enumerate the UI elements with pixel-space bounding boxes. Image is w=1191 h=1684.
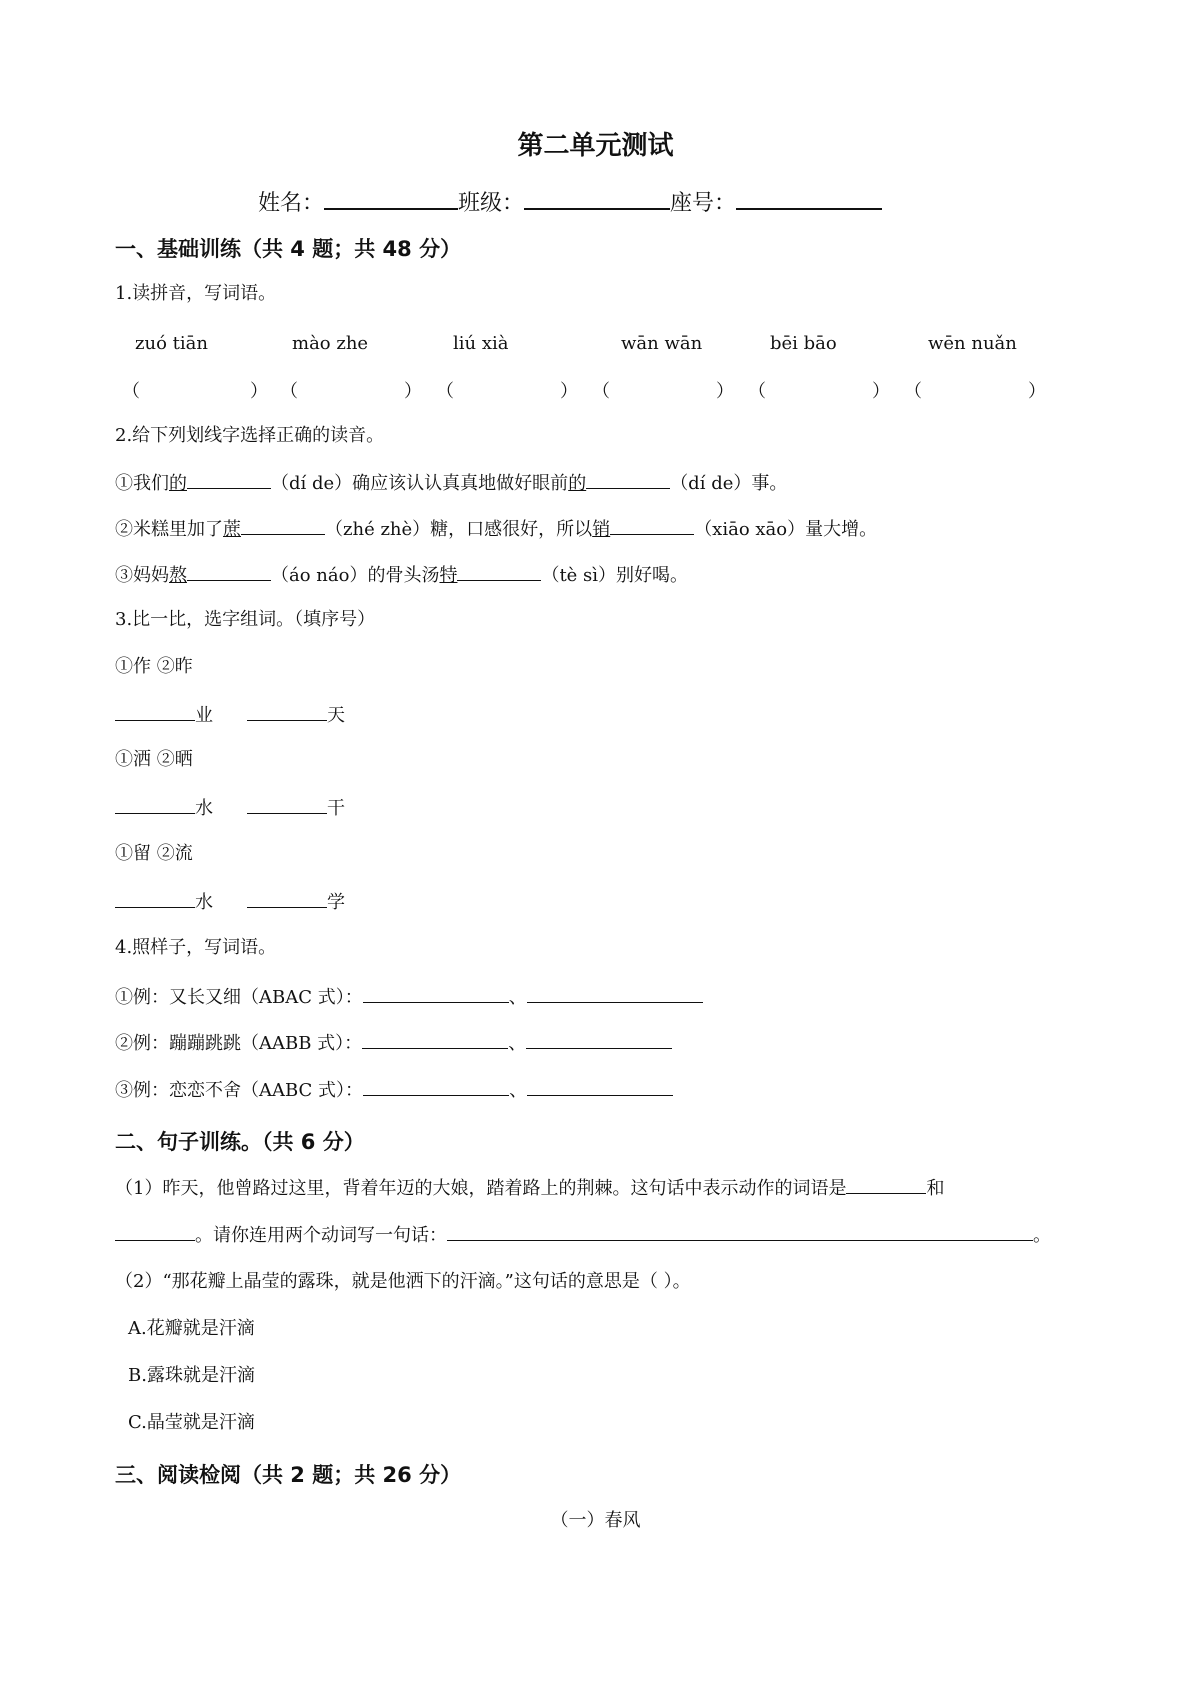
q3-blank-row [115,795,345,821]
q1-prompt: 1.读拼音，写词语。 [115,283,277,304]
q2-item-1 [115,470,787,496]
student-info-line [258,186,882,217]
answer-blank[interactable] [187,470,271,489]
paren-close: ） [716,381,734,402]
answer-blank[interactable] [115,1222,195,1241]
q4-prompt: 4.照样子，写词语。 [115,937,277,958]
s2-q1-line1 [115,1175,944,1201]
q3-word: 学 [327,892,345,913]
section-2-heading: 二、句子训练。（共 6 分） [115,1130,365,1154]
q2-prompt: 2.给下列划线字选择正确的读音。 [115,425,385,446]
pinyin-item: wān wān [621,333,703,354]
pinyin-item: zuó tiān [135,333,208,354]
underlined-char: 销 [592,519,611,540]
q4-example: ③例：恋恋不舍（AABC 式）： [115,1080,364,1101]
q2-options: （tè sì）别好喝。 [541,565,689,586]
s2-q2-text: （2）“那花瓣上晶莹的露珠，就是他洒下的汗滴。”这句话的意思是（ ）。 [115,1271,691,1292]
paren-open: （ [280,381,298,402]
paren-close: ） [250,381,268,402]
sentence-blank[interactable] [447,1222,1033,1241]
s2-q1-text2: 。请你连用两个动词写一句话： [195,1225,447,1246]
q2-item-3 [115,562,688,588]
q3-blank-row [115,889,345,915]
reading-subtitle: （一）春风 [550,1510,641,1531]
answer-blank[interactable] [115,889,195,908]
q4-sep: 、 [508,987,527,1008]
paren-open: （ [904,381,922,402]
q4-sep: 、 [508,1033,527,1054]
paren-close: ） [1028,381,1046,402]
answer-blank[interactable] [586,470,670,489]
q4-item-2 [115,1030,672,1056]
q3-word: 业 [195,705,213,726]
q2-options: （dí de）确应该认认真真地做好眼前 [271,473,569,494]
underlined-char: 的 [568,473,587,494]
underlined-char: 熬 [169,565,187,586]
pinyin-item: bēi bāo [770,333,837,354]
q4-item-1 [115,984,703,1010]
underlined-char: 蔗 [223,519,241,540]
answer-blank[interactable] [247,889,327,908]
answer-blank[interactable] [362,1030,508,1049]
answer-blank[interactable] [457,562,541,581]
q3-options: ①作 ②昨 [115,656,193,677]
paren-open: （ [748,381,766,402]
s2-q1-line2 [115,1222,1051,1248]
answer-blank[interactable] [363,1077,509,1096]
name-label: 姓名： [258,191,325,216]
answer-blank[interactable] [115,702,195,721]
s2-q1-text: （1）昨天，他曾路过这里，背着年迈的大娘，踏着路上的荆棘。这句话中表示动作的词语是 [115,1178,847,1199]
class-label: 班级： [458,191,525,216]
q4-example: ①例：又长又细（ABAC 式）： [115,987,363,1008]
s2-option-c: C.晶莹就是汗滴 [128,1412,255,1433]
answer-blank[interactable] [610,516,694,535]
answer-blank[interactable] [363,984,509,1003]
pinyin-item: mào zhe [292,333,369,354]
q2-item-pre: ①我们 [115,473,169,494]
answer-blank[interactable] [247,702,327,721]
answer-blank[interactable] [115,795,195,814]
q2-options: （zhé zhè）糖，口感很好，所以 [325,519,593,540]
paren-open: （ [592,381,610,402]
section-3-heading: 三、阅读检阅（共 2 题；共 26 分） [115,1463,462,1487]
s2-option-b: B.露珠就是汗滴 [128,1365,255,1386]
q3-options: ①洒 ②晒 [115,749,193,770]
page-title: 第二单元测试 [517,131,674,161]
q4-example: ②例：蹦蹦跳跳（AABB 式）： [115,1033,363,1054]
q2-item-pre: ②米糕里加了 [115,519,223,540]
seat-blank[interactable] [736,188,882,210]
q2-options: （áo náo）的骨头汤 [271,565,440,586]
s2-option-a: A.花瓣就是汗滴 [128,1318,255,1339]
q4-item-3 [115,1077,673,1103]
pinyin-item: liú xià [453,333,509,354]
class-blank[interactable] [524,188,670,210]
paren-open: （ [436,381,454,402]
underlined-char: 特 [439,565,458,586]
s2-q1-end: 。 [1033,1225,1051,1246]
paren-close: ） [872,381,890,402]
paren-open: （ [122,381,140,402]
q3-blank-row [115,702,345,728]
section-1-heading: 一、基础训练（共 4 题；共 48 分） [115,237,462,261]
q2-options: （dí de）事。 [670,473,788,494]
answer-blank[interactable] [526,1030,672,1049]
q2-item-2 [115,516,877,542]
s2-q1-and: 和 [926,1178,945,1199]
q3-word: 水 [195,798,213,819]
underlined-char: 的 [169,473,187,494]
paren-close: ） [560,381,578,402]
answer-blank[interactable] [241,516,325,535]
seat-label: 座号： [670,191,737,216]
pinyin-item: wēn nuǎn [928,333,1017,354]
answer-blank[interactable] [187,562,271,581]
answer-blank[interactable] [846,1175,926,1194]
q3-word: 天 [327,705,345,726]
q3-word: 干 [327,798,345,819]
answer-blank[interactable] [247,795,327,814]
paren-close: ） [404,381,422,402]
answer-blank[interactable] [527,1077,673,1096]
q3-prompt: 3.比一比，选字组词。（填序号） [115,609,376,630]
q2-item-pre: ③妈妈 [115,565,169,586]
name-blank[interactable] [324,188,458,210]
answer-blank[interactable] [527,984,703,1003]
q3-word: 水 [195,892,213,913]
q2-options: （xiāo xāo）量大增。 [694,519,878,540]
q4-sep: 、 [509,1080,528,1101]
q3-options: ①留 ②流 [115,843,193,864]
